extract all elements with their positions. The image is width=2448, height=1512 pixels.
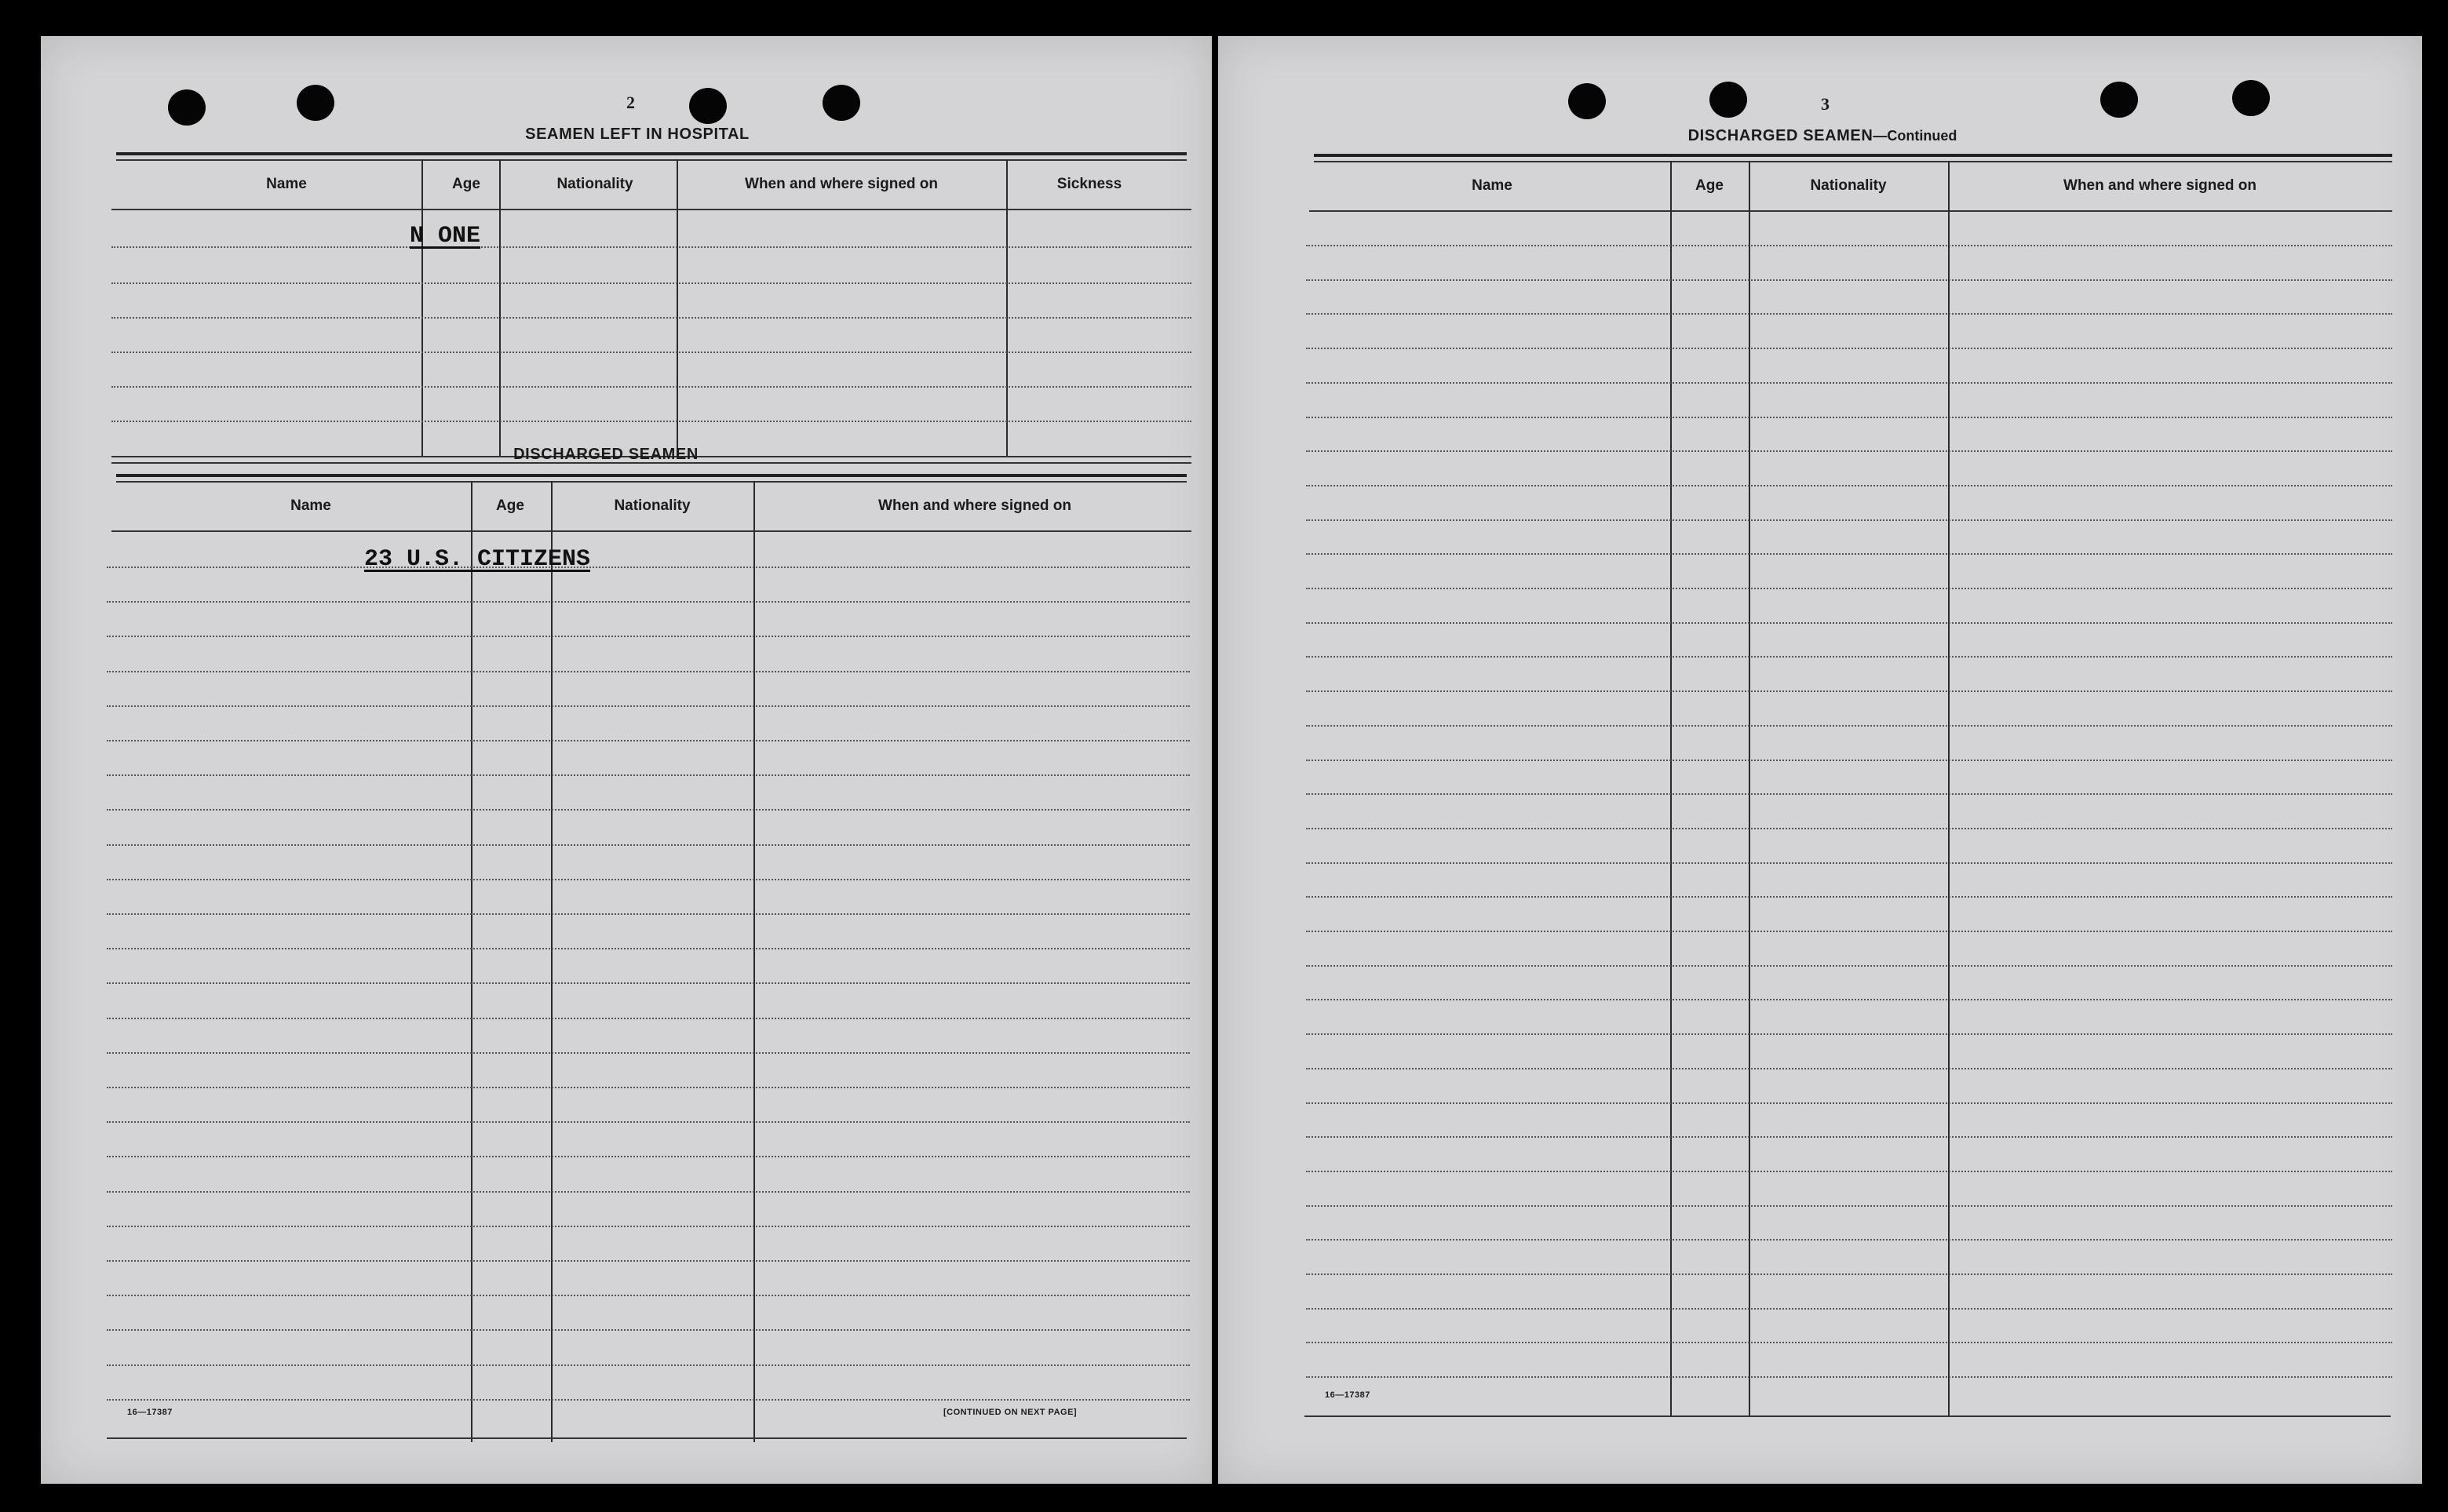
hospital-row-line	[111, 317, 1191, 319]
hospital-col-divider	[1006, 159, 1008, 456]
hospital-top-rule	[116, 152, 1187, 155]
ruled-row-line	[1306, 519, 2392, 521]
punch-hole	[297, 85, 334, 121]
ruled-row-line	[107, 1399, 1190, 1401]
discharged-col-nationality: Nationality	[614, 497, 691, 514]
ruled-row-line	[107, 948, 1190, 949]
ruled-row-line	[1306, 485, 2392, 486]
discharged-header-rule	[111, 530, 1191, 532]
ruled-row-line	[1306, 382, 2392, 384]
punch-hole	[689, 88, 727, 124]
hospital-row-line	[111, 246, 1191, 248]
hospital-col-divider	[499, 159, 501, 456]
right-title-main: DISCHARGED SEAMEN	[1687, 127, 1873, 144]
hospital-col-sickness: Sickness	[1056, 176, 1122, 192]
ruled-row-line	[1306, 862, 2392, 864]
discharged-col-age: Age	[496, 497, 524, 514]
ruled-row-line	[1306, 690, 2392, 692]
ruled-row-line	[107, 567, 1190, 568]
punch-hole	[2232, 80, 2270, 116]
ruled-row-line	[1306, 760, 2392, 761]
hospital-section-title: SEAMEN LEFT IN HOSPITAL	[525, 126, 750, 143]
ruled-row-line	[107, 844, 1190, 846]
ruled-row-line	[107, 1260, 1190, 1262]
right-top-rule	[1314, 154, 2392, 157]
right-title-suffix: —Continued	[1873, 128, 1957, 144]
ruled-row-line	[1306, 725, 2392, 727]
punch-hole	[168, 89, 206, 126]
ruled-row-line	[107, 636, 1190, 637]
punch-hole	[2100, 82, 2138, 118]
hospital-row-line	[111, 386, 1191, 388]
ruled-row-line	[1306, 348, 2392, 349]
ruled-row-line	[107, 809, 1190, 811]
ruled-row-line	[1306, 245, 2392, 246]
discharged-col-name: Name	[290, 497, 331, 514]
hospital-row-line	[111, 421, 1191, 422]
ruled-row-line	[1306, 279, 2392, 281]
ruled-row-line	[1306, 931, 2392, 932]
punch-hole	[823, 85, 860, 121]
ruled-row-line	[107, 913, 1190, 915]
ruled-row-line	[107, 705, 1190, 707]
form-number: 16—17387	[127, 1408, 173, 1417]
ruled-row-line	[1306, 1205, 2392, 1207]
ruled-row-line	[1306, 1308, 2392, 1310]
hospital-row-line	[111, 282, 1191, 284]
hospital-col-divider	[677, 159, 678, 456]
discharged-col-divider	[551, 481, 553, 1442]
ruled-row-line	[107, 671, 1190, 672]
discharged-typed-entry: 23 U.S. CITIZENS	[364, 546, 591, 573]
page-number: 3	[1821, 94, 1830, 114]
ruled-row-line	[1306, 553, 2392, 555]
hospital-col-age: Age	[452, 176, 480, 192]
continued-note: [CONTINUED ON NEXT PAGE]	[943, 1408, 1078, 1417]
hospital-row-line	[111, 352, 1191, 353]
ruled-row-line	[1306, 1239, 2392, 1241]
ruled-row-line	[1306, 793, 2392, 795]
ruled-row-line	[1306, 965, 2392, 967]
right-bottom-rule	[1304, 1415, 2391, 1417]
hospital-typed-entry: N ONE	[410, 223, 481, 250]
ruled-row-line	[107, 1156, 1190, 1157]
discharged-bottom-rule	[107, 1437, 1187, 1439]
ruled-row-line	[1306, 896, 2392, 898]
discharged-section-title: DISCHARGED SEAMEN	[513, 446, 699, 463]
right-section-title	[1587, 127, 2058, 145]
ruled-row-line	[1306, 622, 2392, 624]
ruled-row-line	[1306, 828, 2392, 829]
ruled-row-line	[1306, 1068, 2392, 1069]
ruled-row-line	[107, 879, 1190, 880]
ruled-row-line	[1306, 1136, 2392, 1138]
ruled-row-line	[107, 1087, 1190, 1088]
ruled-row-line	[107, 1295, 1190, 1296]
ruled-row-line	[1306, 313, 2392, 315]
ruled-row-line	[107, 1018, 1190, 1019]
right-col-name: Name	[1472, 177, 1512, 194]
ruled-row-line	[1306, 1376, 2392, 1378]
punch-hole	[1568, 83, 1606, 119]
hospital-header-rule	[111, 209, 1191, 210]
discharged-top-rule-2	[116, 481, 1187, 483]
left-page	[41, 36, 1212, 1484]
ruled-row-line	[107, 1329, 1190, 1331]
ruled-row-line	[107, 740, 1190, 741]
discharged-col-divider	[753, 481, 755, 1442]
hospital-col-nationality: Nationality	[556, 176, 633, 192]
form-number: 16—17387	[1325, 1390, 1370, 1400]
ruled-row-line	[1306, 1033, 2392, 1035]
ruled-row-line	[1306, 1342, 2392, 1343]
discharged-top-rule	[116, 474, 1187, 477]
hospital-col-signed-on: When and where signed on	[745, 176, 938, 192]
ruled-row-line	[107, 774, 1190, 776]
page-number: 2	[626, 93, 635, 112]
ruled-row-line	[1306, 417, 2392, 418]
ruled-row-line	[1306, 1273, 2392, 1275]
ruled-row-line	[107, 1052, 1190, 1054]
ruled-row-line	[107, 1191, 1190, 1193]
hospital-col-divider	[421, 159, 423, 456]
right-header-rule	[1309, 210, 2392, 212]
ruled-row-line	[1306, 588, 2392, 589]
hospital-col-name: Name	[266, 176, 307, 192]
hospital-top-rule-2	[116, 159, 1187, 161]
discharged-col-signed-on: When and where signed on	[878, 497, 1071, 514]
ruled-row-line	[1306, 999, 2392, 1000]
right-col-age: Age	[1695, 177, 1724, 194]
punch-hole	[1709, 82, 1747, 118]
ruled-row-line	[107, 982, 1190, 984]
ruled-row-line	[107, 1226, 1190, 1227]
ruled-row-line	[1306, 656, 2392, 658]
ruled-row-line	[1306, 450, 2392, 452]
right-page	[1218, 36, 2422, 1484]
ruled-row-line	[1306, 1102, 2392, 1104]
ruled-row-line	[1306, 1171, 2392, 1172]
right-top-rule-2	[1314, 161, 2392, 162]
ruled-row-line	[107, 601, 1190, 603]
right-col-signed-on: When and where signed on	[2063, 177, 2256, 194]
ruled-row-line	[107, 1121, 1190, 1123]
discharged-col-divider	[471, 481, 472, 1442]
right-col-nationality: Nationality	[1810, 177, 1887, 194]
ruled-row-line	[107, 1364, 1190, 1366]
